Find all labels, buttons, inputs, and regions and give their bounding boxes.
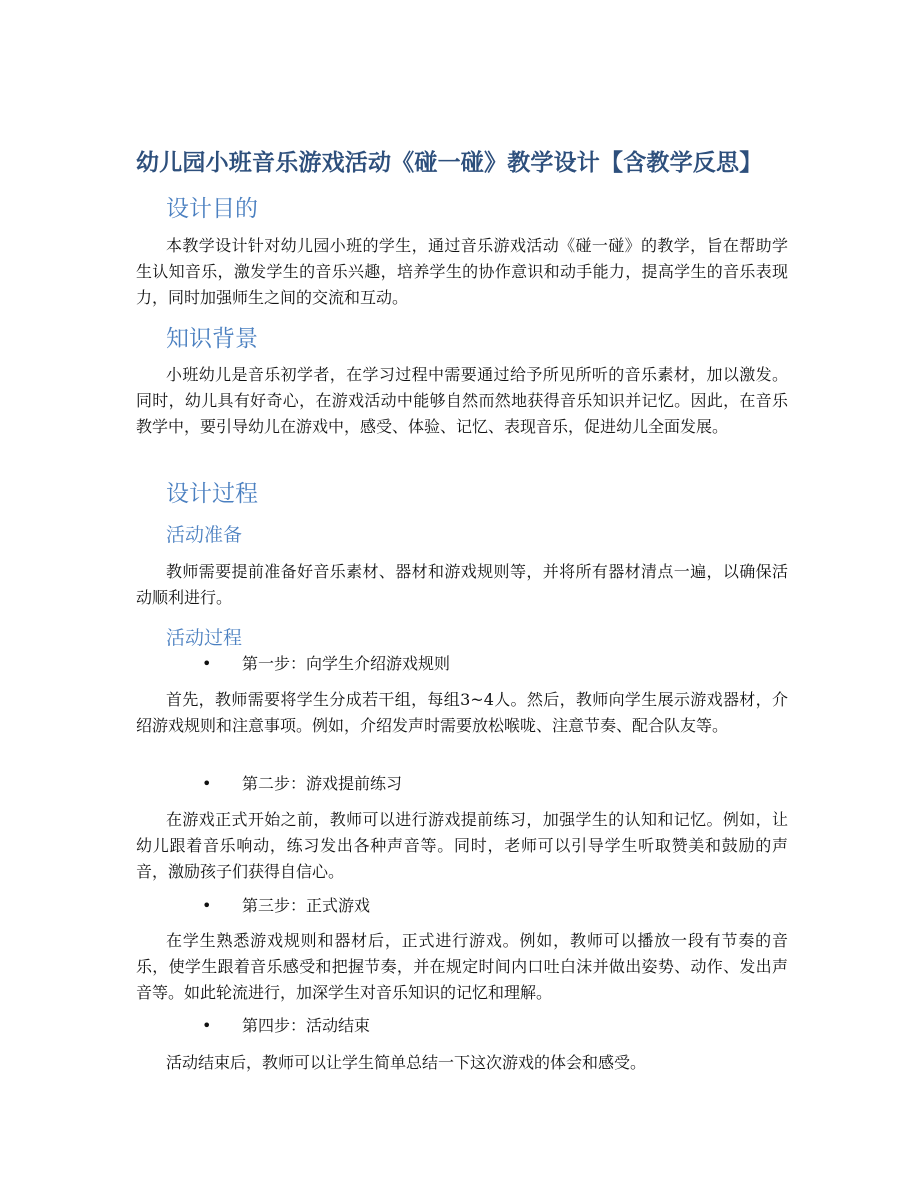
bullet-icon: • <box>202 774 212 793</box>
bullet-icon: • <box>202 654 212 673</box>
step-3-label: 第三步：正式游戏 <box>242 896 371 915</box>
paragraph-step-3: 在学生熟悉游戏规则和器材后，正式进行游戏。例如，教师可以播放一段有节奏的音乐，使学生跟着音乐感受和把握节奏，并在规定时间内口吐白沫并做出姿势、动作、发出声音等。如此轮流进行，加深学生对音乐知识的记忆和理解。 <box>136 931 788 1002</box>
paragraph-step-1: 首先，教师需要将学生分成若干组，每组3~4人。然后，教师向学生展示游戏器材，介绍游戏规则和注意事项。例如，介绍发声时需要放松喉咙、注意节奏、配合队友等。 <box>136 690 788 735</box>
bullet-icon: • <box>202 1016 212 1035</box>
heading-preparation: 活动准备 <box>166 524 243 546</box>
paragraph-step-4: 活动结束后，教师可以让学生简单总结一下这次游戏的体会和感受。 <box>166 1053 647 1072</box>
step-4-label: 第四步：活动结束 <box>242 1016 371 1035</box>
document-title: 幼儿园小班音乐游戏活动《碰一碰》教学设计【含教学反思】 <box>136 150 763 176</box>
heading-purpose: 设计目的 <box>166 196 258 222</box>
paragraph-purpose: 本教学设计针对幼儿园小班的学生，通过音乐游戏活动《碰一碰》的教学，旨在帮助学生认知音乐，激发学生的音乐兴趣，培养学生的协作意识和动手能力，提高学生的音乐表现力，同时加强师生之间的交流和互动。 <box>136 236 788 307</box>
step-2-item <box>202 771 402 797</box>
paragraph-background: 小班幼儿是音乐初学者，在学习过程中需要通过给予所见所听的音乐素材，加以激发。同时，幼儿具有好奇心，在游戏活动中能够自然而然地获得音乐知识并记忆。因此，在音乐教学中，要引导幼儿在游戏中，感受、体验、记忆、表现音乐，促进幼儿全面发展。 <box>136 365 788 436</box>
step-1-item <box>202 651 450 677</box>
bullet-icon: • <box>202 896 212 915</box>
step-2-label: 第二步：游戏提前练习 <box>242 774 403 793</box>
heading-background: 知识背景 <box>166 326 258 352</box>
heading-activity: 活动过程 <box>166 627 243 649</box>
paragraph-preparation: 教师需要提前准备好音乐素材、器材和游戏规则等，并将所有器材清点一遍，以确保活动顺利进行。 <box>136 562 788 607</box>
paragraph-step-2: 在游戏正式开始之前，教师可以进行游戏提前练习，加强学生的认知和记忆。例如，让幼儿跟着音乐响动，练习发出各种声音等。同时，老师可以引导学生听取赞美和鼓励的声音，激励孩子们获得自信心。 <box>136 810 788 881</box>
step-4-item <box>202 1013 370 1039</box>
heading-process: 设计过程 <box>166 481 258 507</box>
step-3-item <box>202 893 370 919</box>
step-1-label: 第一步：向学生介绍游戏规则 <box>242 654 451 673</box>
